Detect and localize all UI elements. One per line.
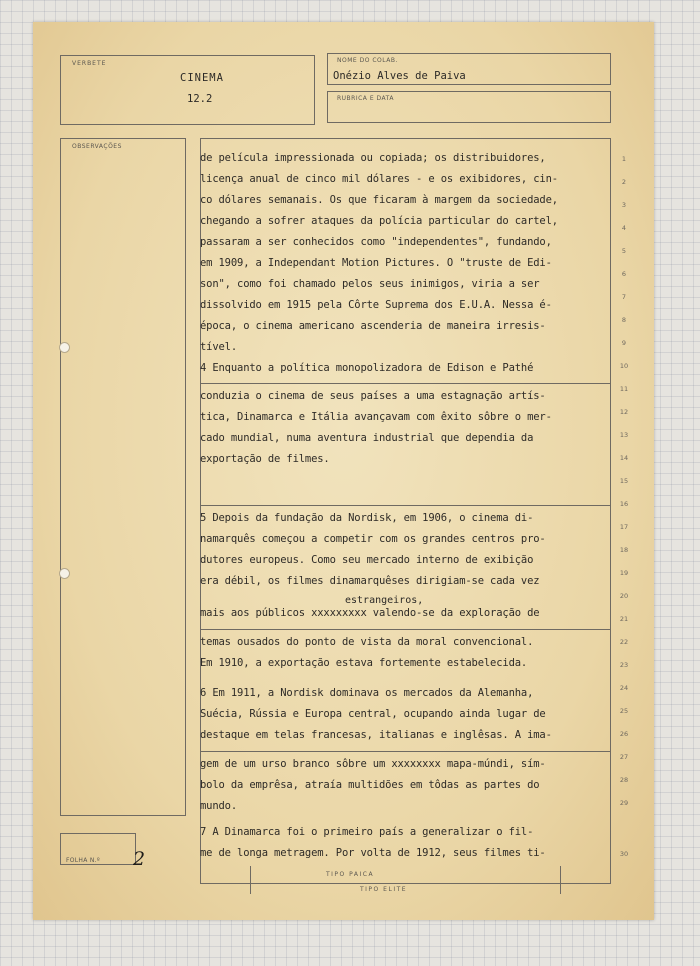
line-number: 9 — [621, 339, 627, 347]
punch-hole-lower — [59, 568, 70, 579]
line-number: 6 — [621, 270, 627, 278]
line-number: 21 — [619, 615, 629, 623]
punch-hole-upper — [59, 342, 70, 353]
typed-line: namarquês começou a competir com os grandes centros pro- — [200, 533, 546, 545]
typed-line: tica, Dinamarca e Itália avançavam com êxito sôbre o mer- — [200, 411, 552, 423]
typed-line: mundo. — [200, 800, 238, 812]
typed-line: em 1909, a Independant Motion Pictures. O "truste de Edi- — [200, 257, 552, 269]
text-frame-inner-right — [560, 866, 561, 894]
line-number: 8 — [621, 316, 627, 324]
typed-line: conduzia o cinema de seus países a uma estagnação artís- — [200, 390, 546, 402]
line-number: 30 — [619, 850, 629, 858]
colab-label: NOME DO COLAB. — [337, 57, 398, 64]
typed-line: exportação de filmes. — [200, 453, 330, 465]
tipo-paica-label: TIPO PAICA — [326, 871, 375, 878]
tipo-elite-label: TIPO ELITE — [360, 886, 408, 893]
line-number: 16 — [619, 500, 629, 508]
typed-line: son", como foi chamado pelos seus inimigos, viria a ser — [200, 278, 540, 290]
typed-line: cado mundial, numa aventura industrial que dependia da — [200, 432, 534, 444]
line-number: 19 — [619, 569, 629, 577]
section-rule — [200, 505, 611, 506]
line-number: 26 — [619, 730, 629, 738]
folha-number: 2 — [133, 848, 146, 870]
typed-line: chegando a sofrer ataques da polícia particular do cartel, — [200, 215, 558, 227]
line-number: 18 — [619, 546, 629, 554]
typed-line: de película impressionada ou copiada; os distribuidores, — [200, 152, 546, 164]
line-number: 29 — [619, 799, 629, 807]
typed-line: tível. — [200, 341, 238, 353]
typed-line: co dólares semanais. Os que ficaram à margem da sociedade, — [200, 194, 558, 206]
verbete-number: 12.2 — [187, 93, 213, 105]
observacoes-label: OBSERVAÇÕES — [72, 143, 122, 150]
line-number: 17 — [619, 523, 629, 531]
typed-line: licença anual de cinco mil dólares - e os exibidores, cin- — [200, 173, 558, 185]
colab-value: Onézio Alves de Paiva — [333, 70, 466, 82]
line-number: 4 — [621, 224, 627, 232]
line-number: 3 — [621, 201, 627, 209]
line-number: 12 — [619, 408, 629, 416]
typed-line: mais aos públicos xxxxxxxxx valendo-se da exploração de — [200, 607, 540, 619]
line-number: 5 — [621, 247, 627, 255]
typed-line: Suécia, Rússia e Europa central, ocupando ainda lugar de — [200, 708, 546, 720]
section-rule — [200, 629, 611, 630]
line-number: 25 — [619, 707, 629, 715]
section-rule — [200, 383, 611, 384]
typed-line: gem de um urso branco sôbre um xxxxxxxx mapa-múndi, sím- — [200, 758, 546, 770]
line-number: 20 — [619, 592, 629, 600]
typed-line: era débil, os filmes dinamarquêses dirigiam-se cada vez — [200, 575, 540, 587]
typed-line: bolo da emprêsa, atraía multidões em tôdas as partes do — [200, 779, 540, 791]
line-number: 24 — [619, 684, 629, 692]
line-number: 28 — [619, 776, 629, 784]
observacoes-box — [60, 138, 186, 816]
line-number: 27 — [619, 753, 629, 761]
folha-label: FOLHA N.º — [66, 857, 100, 864]
typed-line: 7 A Dinamarca foi o primeiro país a generalizar o fil- — [200, 826, 534, 838]
line-number: 1 — [621, 155, 627, 163]
line-number: 15 — [619, 477, 629, 485]
text-frame-inner-left — [250, 866, 251, 894]
line-number: 14 — [619, 454, 629, 462]
typed-line: 4 Enquanto a política monopolizadora de Edison e Pathé — [200, 362, 534, 374]
typed-line: passaram a ser conhecidos como "independentes", fundando, — [200, 236, 552, 248]
typed-line: temas ousados do ponto de vista da moral convencional. — [200, 636, 534, 648]
typed-line: 6 Em 1911, a Nordisk dominava os mercados da Alemanha, — [200, 687, 534, 699]
verbete-label: VERBETE — [72, 60, 107, 67]
typed-line: 5 Depois da fundação da Nordisk, em 1906, o cinema di- — [200, 512, 534, 524]
line-number: 22 — [619, 638, 629, 646]
line-number: 2 — [621, 178, 627, 186]
line-number: 7 — [621, 293, 627, 301]
typed-line: dutores europeus. Como seu mercado interno de exibição — [200, 554, 534, 566]
line-number: 13 — [619, 431, 629, 439]
typed-line: Em 1910, a exportação estava fortemente estabelecida. — [200, 657, 528, 669]
rubrica-label: RUBRICA E DATA — [337, 95, 394, 102]
section-rule — [200, 751, 611, 752]
line-number: 11 — [619, 385, 629, 393]
typed-line: época, o cinema americano ascenderia de maneira irresis- — [200, 320, 546, 332]
typed-line: me de longa metragem. Por volta de 1912, seus filmes ti- — [200, 847, 546, 859]
typed-line: destaque em telas francesas, italianas e inglêsas. A ima- — [200, 729, 552, 741]
line-number: 10 — [619, 362, 629, 370]
line-number: 23 — [619, 661, 629, 669]
verbete-value: CINEMA — [180, 72, 224, 84]
typed-line: dissolvido em 1915 pela Côrte Suprema dos E.U.A. Nessa é- — [200, 299, 552, 311]
interlinear-insertion: estrangeiros, — [345, 595, 424, 606]
